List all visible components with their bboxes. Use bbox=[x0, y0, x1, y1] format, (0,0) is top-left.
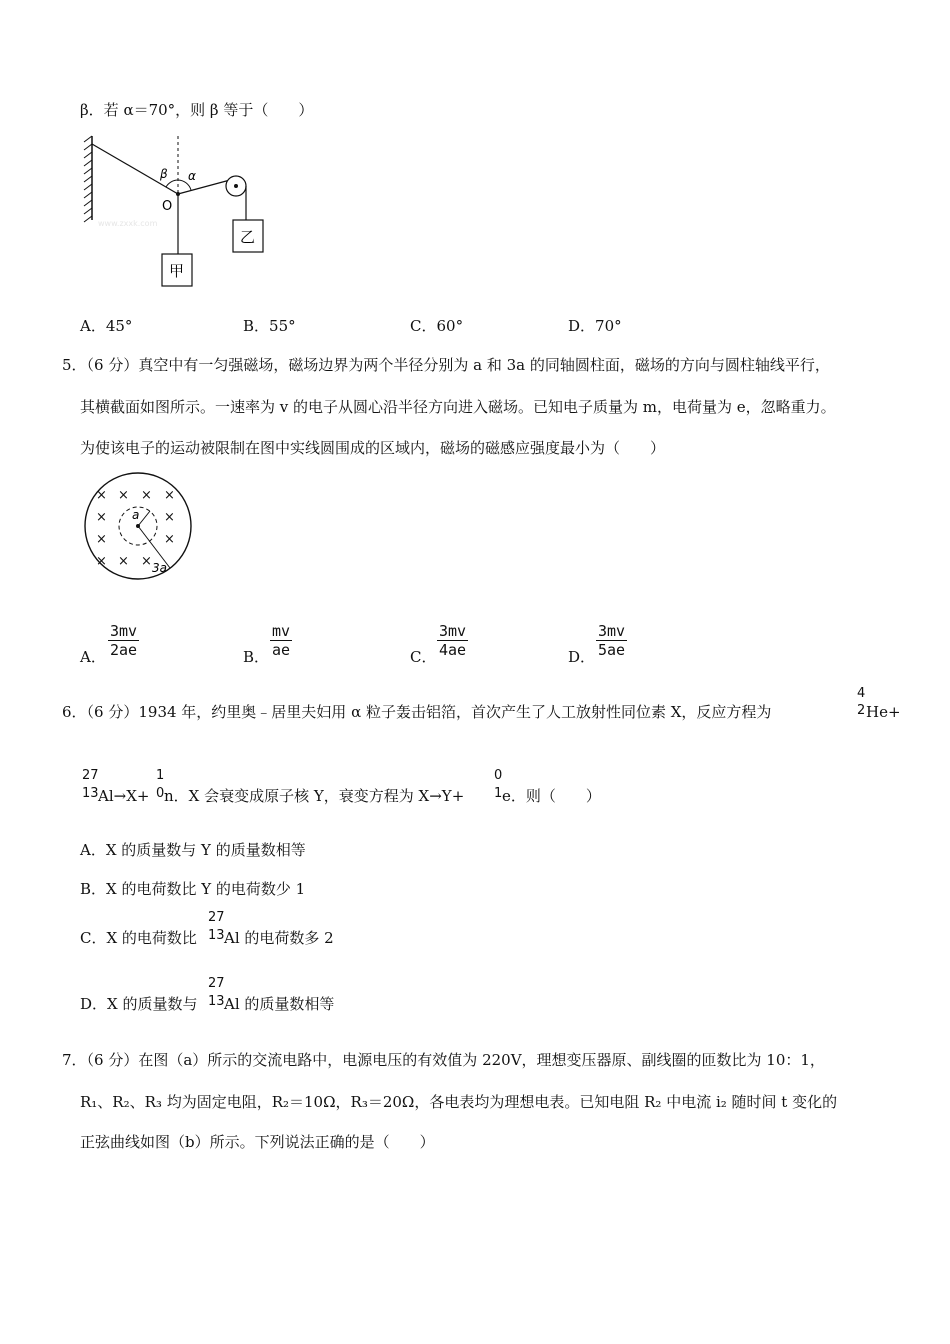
q4-stem-tail: β．若 α＝70°，则 β 等于（ ） bbox=[80, 101, 314, 119]
q6-option-c-tail: Al 的电荷数多 2 bbox=[224, 929, 334, 947]
he-symbol: He+ bbox=[866, 703, 901, 721]
label-a: a bbox=[132, 508, 140, 522]
q6-option-d-al-mass: 27 bbox=[208, 976, 225, 991]
q6-line-1: 6．（6 分）1934 年，约里奥﹣居里夫妇用 α 粒子轰击铝箔，首次产生了人工放射性同位素 X，反应方程为 bbox=[62, 703, 772, 721]
q5-option-d-fraction: $\frac{3mv}{5ae}$ bbox=[598, 622, 626, 659]
e-mass-number: 0 bbox=[494, 768, 503, 783]
svg-text:×: × bbox=[96, 488, 107, 503]
box-yi-label: 乙 bbox=[240, 228, 256, 246]
q4-option-b: B．55° bbox=[243, 317, 296, 335]
q7-line-2: R₁、R₂、R₃ 均为固定电阻，R₂＝10Ω，R₃＝20Ω，各电表均为理想电表。已知电阻 R₂ 中电流 i₂ 随时间 t 变化的 bbox=[80, 1093, 838, 1111]
he-atomic-number: 2 bbox=[857, 703, 866, 718]
q5-line-1: 5．（6 分）真空中有一匀强磁场，磁场边界为两个半径分别为 a 和 3a 的同轴圆柱面，磁场的方向与圆柱轴线平行， bbox=[62, 356, 830, 374]
q6-option-c-al-mass: 27 bbox=[208, 910, 225, 925]
q6-option-c: C．X 的电荷数比 bbox=[80, 929, 197, 947]
q6-option-c-al-number: 13 bbox=[208, 928, 225, 943]
he-mass-number: 4 bbox=[857, 686, 866, 701]
q6-option-a: A．X 的质量数与 Y 的质量数相等 bbox=[80, 841, 306, 859]
svg-text:×: × bbox=[164, 510, 175, 525]
knot-o bbox=[176, 192, 180, 196]
q7-line-1: 7．（6 分）在图（a）所示的交流电路中，电源电压的有效值为 220V，理想变压器原、副线圈的匝数比为 10：1， bbox=[62, 1051, 825, 1069]
q5-option-d: D． bbox=[568, 648, 596, 666]
svg-text:×: × bbox=[118, 488, 129, 503]
svg-text:×: × bbox=[96, 554, 107, 569]
watermark: www.zxxk.com bbox=[98, 219, 158, 228]
al-reaction: Al→X+ bbox=[98, 787, 150, 805]
q5-option-a: A． bbox=[80, 648, 106, 666]
q6-option-d-al-number: 13 bbox=[208, 994, 225, 1009]
svg-text:×: × bbox=[96, 510, 107, 525]
q6-option-d-tail: Al 的质量数相等 bbox=[224, 995, 335, 1013]
q5-line-2: 其横截面如图所示。一速率为 v 的电子从圆心沿半径方向进入磁场。已知电子质量为 m，电荷量为 e，忽略重力。 bbox=[80, 398, 836, 416]
label-o: O bbox=[162, 199, 173, 214]
svg-text:×: × bbox=[164, 532, 175, 547]
q4-option-d: D．70° bbox=[568, 317, 622, 335]
al-mass-number: 27 bbox=[82, 768, 99, 783]
field-crosses bbox=[96, 488, 175, 569]
al-atomic-number: 13 bbox=[82, 786, 99, 801]
q5-option-b-fraction: $\frac{mv}{ae}$ bbox=[272, 622, 291, 659]
svg-text:×: × bbox=[96, 532, 107, 547]
svg-text:×: × bbox=[164, 488, 175, 503]
q5-option-c: C． bbox=[410, 648, 437, 666]
n-atomic-number: 0 bbox=[156, 786, 165, 801]
label-beta: β bbox=[160, 167, 168, 181]
beta-arc bbox=[166, 180, 178, 187]
q7-line-3: 正弦曲线如图（b）所示。下列说法正确的是（ ） bbox=[80, 1133, 435, 1151]
svg-text:×: × bbox=[141, 554, 152, 569]
svg-text:×: × bbox=[118, 554, 129, 569]
q5-option-b: B． bbox=[243, 648, 270, 666]
svg-text:×: × bbox=[141, 488, 152, 503]
label-alpha: α bbox=[188, 169, 196, 183]
q4-pulley-figure bbox=[70, 132, 280, 292]
radius-a bbox=[138, 511, 150, 526]
label-3a: 3a bbox=[152, 561, 167, 575]
n-decay-text: n．X 会衰变成原子核 Y，衰变方程为 X→Y+ bbox=[164, 787, 465, 805]
q4-option-c: C．60° bbox=[410, 317, 464, 335]
pulley-axle bbox=[234, 184, 238, 188]
q5-line-3: 为使该电子的运动被限制在图中实线圆围成的区域内，磁场的磁感应强度最小为（ ） bbox=[80, 439, 666, 457]
e-atomic-number: 1 bbox=[494, 786, 503, 801]
wall-hatch bbox=[84, 136, 92, 222]
e-tail: e．则（ ） bbox=[502, 787, 601, 805]
q6-option-d: D．X 的质量数与 bbox=[80, 995, 198, 1013]
n-mass-number: 1 bbox=[156, 768, 165, 783]
q5-magnetic-field-figure bbox=[78, 472, 198, 582]
q4-option-a: A．45° bbox=[80, 317, 133, 335]
box-jia-label: 甲 bbox=[169, 262, 185, 280]
q5-option-a-fraction: $\frac{3mv}{2ae}$ bbox=[110, 622, 138, 659]
q5-option-c-fraction: $\frac{3mv}{4ae}$ bbox=[439, 622, 467, 659]
q6-option-b: B．X 的电荷数比 Y 的电荷数少 1 bbox=[80, 880, 306, 898]
